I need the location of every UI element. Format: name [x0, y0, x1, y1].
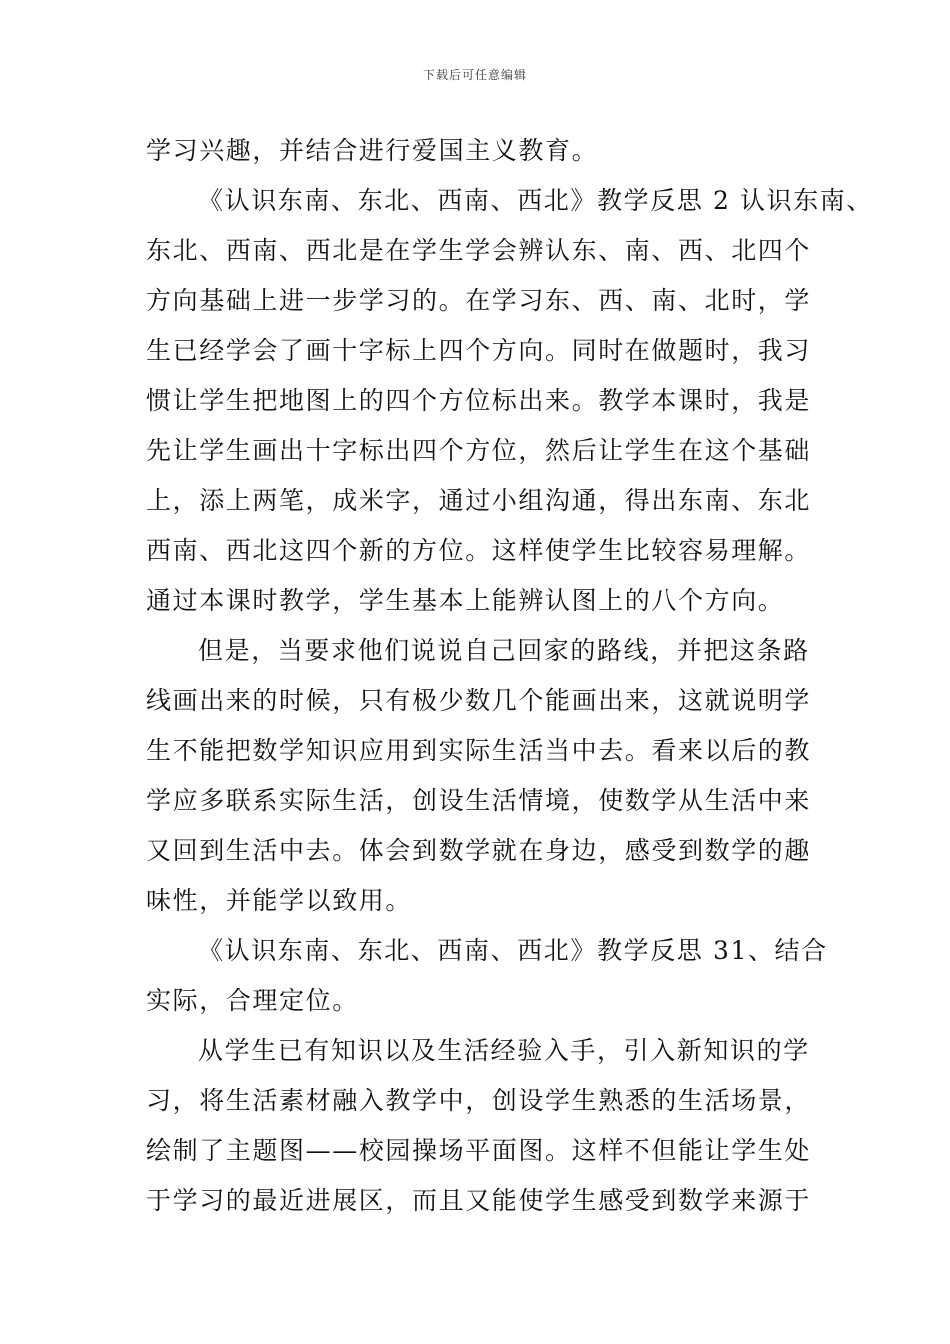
text-line: 上，添上两笔，成米字，通过小组沟通，得出东南、东北 [146, 486, 812, 515]
text-line: 通过本课时教学，学生基本上能辨认图上的八个方向。 [146, 586, 785, 615]
text-line: 又回到生活中去。体会到数学就在身边，感受到数学的趣 [146, 836, 812, 865]
text-line: 惯让学生把地图上的四个方位标出来。教学本课时，我是 [146, 386, 812, 415]
text-line: 生已经学会了画十字标上四个方向。同时在做题时，我习 [146, 336, 812, 365]
text-line: 绘制了主题图——校园操场平面图。这样不但能让学生处 [146, 1136, 812, 1165]
text-line: 方向基础上进一步学习的。在学习东、西、南、北时，学 [146, 286, 812, 315]
text-line: 东北、西南、西北是在学生学会辨认东、南、西、北四个 [146, 236, 812, 265]
text-line: 先让学生画出十字标出四个方位，然后让学生在这个基础 [146, 436, 812, 465]
text-line: 生不能把数学知识应用到实际生活当中去。看来以后的教 [146, 736, 812, 765]
text-line: 味性，并能学以致用。 [146, 886, 413, 915]
text-line: 《认识东南、东北、西南、西北》教学反思 31、结合 [198, 936, 828, 965]
text-line: 实际，合理定位。 [146, 986, 359, 1015]
text-line: 学应多联系实际生活，创设生活情境，使数学从生活中来 [146, 786, 812, 815]
document-body [146, 126, 874, 1226]
text-line: 《认识东南、东北、西南、西北》教学反思 2 认识东南、 [198, 186, 874, 215]
text-line: 从学生已有知识以及生活经验入手，引入新知识的学 [198, 1036, 810, 1065]
text-line: 但是，当要求他们说说自己回家的路线，并把这条路 [198, 636, 810, 665]
text-line: 西南、西北这四个新的方位。这样使学生比较容易理解。 [146, 536, 812, 565]
text-line: 于学习的最近进展区，而且又能使学生感受到数学来源于 [146, 1186, 812, 1215]
page-header: 下载后可任意编辑 [422, 68, 527, 82]
text-line: 线画出来的时候，只有极少数几个能画出来，这就说明学 [146, 686, 812, 715]
text-line: 习，将生活素材融入教学中，创设学生熟悉的生活场景， [146, 1086, 812, 1115]
text-line: 学习兴趣，并结合进行爱国主义教育。 [146, 136, 599, 165]
